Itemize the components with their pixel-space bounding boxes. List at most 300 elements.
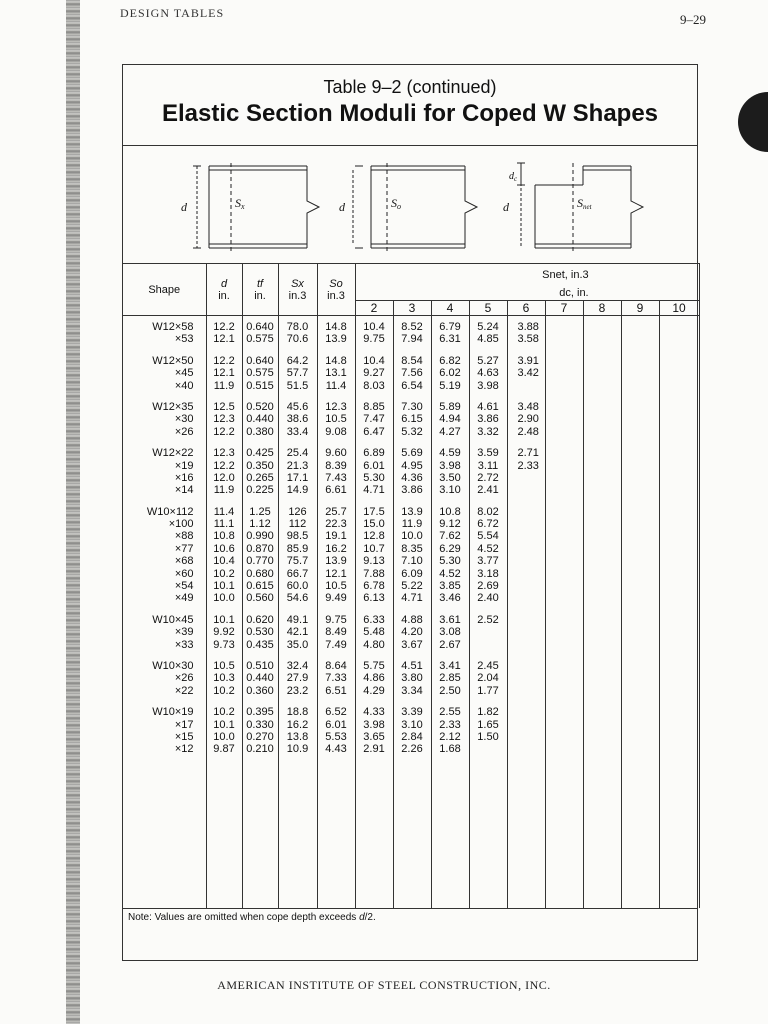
diagram-d-label-2: d xyxy=(339,200,345,214)
table-cell: 9.92 xyxy=(213,626,235,639)
table-cell: 1.68 xyxy=(439,743,461,756)
group-gap xyxy=(279,438,317,447)
table-cell: 2.33 xyxy=(517,459,539,472)
group-gap xyxy=(470,697,507,706)
table-cell xyxy=(518,706,545,718)
table-cell: 11.1 xyxy=(213,518,235,531)
table-cell: 2.26 xyxy=(401,743,423,756)
table-cell: 8.54 xyxy=(401,354,423,367)
table-cell: 9.60 xyxy=(325,447,347,460)
table-cell: 2.84 xyxy=(401,730,423,743)
table-cell: 3.46 xyxy=(439,592,461,605)
publisher-footer: AMERICAN INSTITUTE OF STEEL CONSTRUCTION, INC. xyxy=(217,978,551,992)
group-gap xyxy=(243,697,278,706)
table-cell: 8.35 xyxy=(401,542,423,555)
table-cell: 14.9 xyxy=(286,484,309,497)
table-cell: 9.08 xyxy=(325,425,347,438)
table-cell: 4.52 xyxy=(477,542,499,555)
table-cell: 1.12 xyxy=(249,518,271,531)
table-cell: 3.77 xyxy=(477,555,499,568)
table-cell: 5.22 xyxy=(401,580,423,593)
table-title: Elastic Section Moduli for Coped W Shapes xyxy=(161,100,659,127)
table-cell: 8.02 xyxy=(477,505,499,518)
group-gap xyxy=(243,438,278,447)
table-cell: ×88 xyxy=(174,530,194,543)
table-cell: 0.440 xyxy=(246,413,274,426)
table-cell: 12.1 xyxy=(213,333,235,346)
table-cell: 8.64 xyxy=(325,659,347,672)
table-cell: 4.88 xyxy=(401,613,423,626)
tf-column xyxy=(242,316,278,909)
table-cell: 6.54 xyxy=(401,379,423,392)
table-cell: 78.0 xyxy=(286,321,309,333)
group-gap xyxy=(207,651,242,660)
table-cell xyxy=(518,518,545,530)
group-gap xyxy=(243,392,278,401)
table-cell: 13.1 xyxy=(325,367,347,380)
group-gap xyxy=(279,605,317,614)
table-cell: 10.2 xyxy=(213,567,235,580)
so-column xyxy=(317,316,355,909)
table-cell: 51.5 xyxy=(286,379,309,392)
table-cell: ×54 xyxy=(174,580,194,593)
group-gap xyxy=(518,346,545,355)
table-cell xyxy=(518,484,545,496)
diagram-snet-label: Snet xyxy=(577,196,592,211)
table-cell: 3.41 xyxy=(439,659,461,672)
table-cell: 12.3 xyxy=(213,413,235,426)
group-gap xyxy=(243,497,278,506)
group-gap xyxy=(279,392,317,401)
table-cell: 45.6 xyxy=(286,400,309,413)
table-cell: 0.265 xyxy=(246,471,274,484)
table-cell: 6.79 xyxy=(439,321,461,333)
table-cell: 7.33 xyxy=(325,672,347,685)
table-cell: 4.86 xyxy=(363,672,385,685)
thumb-index-tab xyxy=(738,92,768,152)
group-gap xyxy=(356,346,393,355)
table-cell: 12.2 xyxy=(213,354,235,367)
table-cell: 10.5 xyxy=(325,580,347,593)
table-cell: 8.39 xyxy=(325,459,347,472)
table-cell: 32.4 xyxy=(286,659,309,672)
table-cell: 3.48 xyxy=(517,400,539,413)
table-cell: ×39 xyxy=(174,626,194,639)
table-cell: 10.3 xyxy=(213,672,235,685)
table-cell: 0.425 xyxy=(246,447,274,460)
table-cell: 42.1 xyxy=(286,626,309,639)
table-cell: ×100 xyxy=(168,518,194,531)
table-cell: 9.73 xyxy=(213,638,235,651)
table-cell: 2.12 xyxy=(439,730,461,743)
table-cell: 3.91 xyxy=(517,354,539,367)
group-gap xyxy=(318,346,355,355)
book-binding-edge xyxy=(66,0,80,1024)
table-cell: 4.63 xyxy=(477,367,499,380)
group-gap xyxy=(470,605,507,614)
table-cell: 4.59 xyxy=(439,447,461,460)
table-cell: 0.510 xyxy=(246,659,274,672)
table-cell: 7.10 xyxy=(401,555,423,568)
sx-column xyxy=(278,316,317,909)
table-cell: 9.87 xyxy=(213,743,235,756)
group-gap xyxy=(207,392,242,401)
table-cell: 6.09 xyxy=(401,567,423,580)
table-cell: 12.3 xyxy=(213,447,235,460)
group-gap xyxy=(356,392,393,401)
table-heading xyxy=(123,65,697,146)
group-gap xyxy=(318,605,355,614)
snet-dc5-column xyxy=(469,316,507,909)
table-cell: 4.71 xyxy=(401,592,423,605)
group-gap xyxy=(394,651,431,660)
table-cell: 38.6 xyxy=(286,413,309,426)
table-cell: 4.52 xyxy=(439,567,461,580)
group-gap xyxy=(518,651,545,660)
table-cell: 12.3 xyxy=(325,400,347,413)
group-gap xyxy=(279,651,317,660)
table-cell: 3.59 xyxy=(477,447,499,460)
table-cell: 7.30 xyxy=(401,400,423,413)
table-cell: 4.71 xyxy=(363,484,385,497)
table-cell: 49.1 xyxy=(286,613,309,626)
table-cell: 3.61 xyxy=(439,613,461,626)
table-cell: 10.8 xyxy=(213,530,235,543)
table-cell: 7.43 xyxy=(325,471,347,484)
table-cell: 18.8 xyxy=(286,706,309,719)
group-gap xyxy=(279,497,317,506)
table-cell: 13.9 xyxy=(325,333,347,346)
table-cell: 54.6 xyxy=(286,592,309,605)
table-cell xyxy=(518,380,545,392)
table-cell: 112 xyxy=(288,518,307,531)
table-cell: 12.2 xyxy=(213,321,235,333)
diagram-dc-label: $d_c$ xyxy=(509,171,518,183)
table-cell: ×12 xyxy=(174,743,194,756)
table-cell: 10.7 xyxy=(363,542,385,555)
table-cell: ×16 xyxy=(174,471,194,484)
table-cell: 3.08 xyxy=(439,626,461,639)
group-gap xyxy=(432,697,469,706)
table-cell: 2.85 xyxy=(439,672,461,685)
table-cell: 11.4 xyxy=(213,505,235,518)
group-gap xyxy=(123,392,194,401)
table-cell xyxy=(518,472,545,484)
table-cell: 0.225 xyxy=(246,484,274,497)
table-cell: 10.4 xyxy=(363,354,385,367)
table-cell: 6.47 xyxy=(363,425,385,438)
table-cell: 2.40 xyxy=(477,592,499,605)
table-cell: 4.94 xyxy=(439,413,461,426)
table-cell xyxy=(518,626,545,638)
table-cell: 12.8 xyxy=(363,530,385,543)
table-cell: 3.10 xyxy=(439,484,461,497)
group-gap xyxy=(394,438,431,447)
group-gap xyxy=(243,346,278,355)
table-cell: 11.9 xyxy=(401,518,423,531)
group-gap xyxy=(207,605,242,614)
table-cell: 3.88 xyxy=(517,321,539,333)
table-cell: 21.3 xyxy=(286,459,309,472)
table-cell: 6.01 xyxy=(363,459,385,472)
diagram-sx-label: Sx xyxy=(235,196,245,211)
table-cell: 6.72 xyxy=(477,518,499,531)
table-cell xyxy=(518,660,545,672)
group-gap xyxy=(470,346,507,355)
table-cell: 12.0 xyxy=(213,471,235,484)
table-cell: 7.62 xyxy=(439,530,461,543)
table-note: Note: Values are omitted when cope depth exceeds d/2. xyxy=(123,908,697,928)
table-cell: 0.380 xyxy=(246,425,274,438)
table-cell: 3.86 xyxy=(477,413,499,426)
table-cell: 60.0 xyxy=(286,580,309,593)
table-cell xyxy=(518,731,545,743)
table-cell: ×30 xyxy=(174,413,194,426)
group-gap xyxy=(123,651,194,660)
table-cell: 0.680 xyxy=(246,567,274,580)
table-cell xyxy=(518,555,545,567)
group-gap xyxy=(394,392,431,401)
table-cell: 17.1 xyxy=(286,471,309,484)
table-cell: 0.395 xyxy=(246,706,274,719)
table-cell: 17.5 xyxy=(363,505,385,518)
table-cell: 2.90 xyxy=(517,413,539,426)
header-tf: tf in. xyxy=(242,264,278,316)
table-cell: 85.9 xyxy=(286,542,309,555)
group-gap xyxy=(432,651,469,660)
table-cell: 126 xyxy=(288,505,307,518)
group-gap xyxy=(123,605,194,614)
table-cell: 4.95 xyxy=(401,459,423,472)
table-cell: 16.2 xyxy=(286,718,309,731)
table-cell: 75.7 xyxy=(286,555,309,568)
table-cell: 0.870 xyxy=(246,542,274,555)
table-cell: 4.43 xyxy=(325,743,347,756)
table-cell: 12.1 xyxy=(213,367,235,380)
table-frame xyxy=(122,64,698,961)
group-gap xyxy=(243,605,278,614)
snet-dc9-column xyxy=(621,316,659,909)
table-cell: 27.9 xyxy=(286,672,309,685)
table-cell: 3.58 xyxy=(517,333,539,346)
group-gap xyxy=(207,438,242,447)
dc-col-4: 4 xyxy=(431,301,469,316)
table-cell xyxy=(518,543,545,555)
table-cell: 25.7 xyxy=(325,505,347,518)
page-number: 9–29 xyxy=(680,12,706,27)
table-cell: 10.5 xyxy=(325,413,347,426)
group-gap xyxy=(470,392,507,401)
table-cell: 10.8 xyxy=(439,505,461,518)
table-cell: W10×112 xyxy=(146,505,194,518)
table-cell: 1.65 xyxy=(477,718,499,731)
group-gap xyxy=(394,497,431,506)
table-cell: 3.32 xyxy=(477,425,499,438)
table-cell: 7.88 xyxy=(363,567,385,580)
table-cell: 3.18 xyxy=(477,567,499,580)
table-cell: 0.640 xyxy=(246,321,274,333)
table-cell: 2.55 xyxy=(439,706,461,719)
table-cell: 23.2 xyxy=(286,684,309,697)
table-cell: 5.19 xyxy=(439,379,461,392)
table-cell: 5.69 xyxy=(401,447,423,460)
table-cell: 0.440 xyxy=(246,672,274,685)
header-shape: Shape xyxy=(123,264,206,316)
table-cell: 2.50 xyxy=(439,684,461,697)
table-cell: ×26 xyxy=(174,672,194,685)
group-gap xyxy=(432,438,469,447)
diagram-so-label: So xyxy=(391,196,401,211)
group-gap xyxy=(394,605,431,614)
table-cell: 5.75 xyxy=(363,659,385,672)
table-cell: 5.48 xyxy=(363,626,385,639)
table-cell: 13.9 xyxy=(325,555,347,568)
table-cell: 10.4 xyxy=(213,555,235,568)
table-cell xyxy=(470,743,507,755)
table-caption: Table 9–2 (continued) xyxy=(323,77,497,97)
snet-dc7-column xyxy=(545,316,583,909)
table-cell: 0.990 xyxy=(246,530,274,543)
table-cell: 7.94 xyxy=(401,333,423,346)
table-cell: 11.9 xyxy=(213,379,235,392)
table-cell: 2.69 xyxy=(477,580,499,593)
group-gap xyxy=(432,392,469,401)
group-gap xyxy=(123,346,194,355)
table-cell: 3.65 xyxy=(363,730,385,743)
table-cell: 1.25 xyxy=(249,505,271,518)
group-gap xyxy=(356,651,393,660)
table-cell: 9.75 xyxy=(325,613,347,626)
table-cell: 0.360 xyxy=(246,684,274,697)
table-cell: 0.620 xyxy=(246,613,274,626)
table-cell: 5.30 xyxy=(363,471,385,484)
table-cell xyxy=(518,506,545,518)
table-cell: 10.1 xyxy=(213,580,235,593)
table-cell xyxy=(518,672,545,684)
table-cell: ×26 xyxy=(174,425,194,438)
dc-col-2: 2 xyxy=(355,301,393,316)
table-cell: ×14 xyxy=(174,484,194,497)
table-cell: 3.86 xyxy=(401,484,423,497)
dc-col-5: 5 xyxy=(469,301,507,316)
table-cell: 8.52 xyxy=(401,321,423,333)
shape-column xyxy=(123,316,206,909)
table-cell: 3.11 xyxy=(477,459,499,472)
table-cell xyxy=(518,530,545,542)
table-cell: 3.98 xyxy=(477,379,499,392)
table-cell: 10.9 xyxy=(286,743,309,756)
table-cell: 57.7 xyxy=(286,367,309,380)
table-cell: 3.80 xyxy=(401,672,423,685)
table-cell: 3.39 xyxy=(401,706,423,719)
snet-dc3-column xyxy=(393,316,431,909)
table-cell: 6.29 xyxy=(439,542,461,555)
running-head: DESIGN TABLES xyxy=(120,6,225,20)
table-cell: W10×45 xyxy=(152,613,194,626)
group-gap xyxy=(123,438,194,447)
uncoped-beam-diagram xyxy=(193,163,319,253)
table-cell: 2.67 xyxy=(439,638,461,651)
table-cell: 0.515 xyxy=(246,379,274,392)
table-cell: 10.0 xyxy=(213,592,235,605)
table-cell: 5.24 xyxy=(477,321,499,333)
d-column xyxy=(206,316,242,909)
table-cell: 0.615 xyxy=(246,580,274,593)
table-cell: 0.270 xyxy=(246,730,274,743)
table-body-row xyxy=(123,316,699,909)
group-gap xyxy=(207,497,242,506)
table-cell: ×77 xyxy=(174,542,194,555)
table-cell: 4.20 xyxy=(401,626,423,639)
snet-dc8-column xyxy=(583,316,621,909)
group-gap xyxy=(518,697,545,706)
dc-col-3: 3 xyxy=(393,301,431,316)
group-gap xyxy=(432,346,469,355)
table-cell: 3.98 xyxy=(439,459,461,472)
table-cell: ×60 xyxy=(174,567,194,580)
table-cell xyxy=(518,614,545,626)
table-cell: ×17 xyxy=(174,718,194,731)
header-sx: Sx in.3 xyxy=(278,264,317,316)
table-cell xyxy=(470,626,507,638)
table-cell: 0.770 xyxy=(246,555,274,568)
group-gap xyxy=(432,497,469,506)
diagram-d-label-1: d xyxy=(181,200,187,214)
group-gap xyxy=(518,392,545,401)
table-cell: 9.12 xyxy=(439,518,461,531)
group-gap xyxy=(279,697,317,706)
table-cell: 4.29 xyxy=(363,684,385,697)
cope-diagrams xyxy=(123,145,697,263)
table-cell: 4.27 xyxy=(439,425,461,438)
table-cell: 3.98 xyxy=(363,718,385,731)
table-cell: 9.27 xyxy=(363,367,385,380)
table-cell: 4.80 xyxy=(363,638,385,651)
table-cell: ×68 xyxy=(174,555,194,568)
table-cell: ×45 xyxy=(174,367,194,380)
table-cell: 64.2 xyxy=(286,354,309,367)
header-so: So in.3 xyxy=(317,264,355,316)
group-gap xyxy=(318,697,355,706)
table-cell: ×33 xyxy=(174,638,194,651)
table-cell: 9.13 xyxy=(363,555,385,568)
table-cell: 12.5 xyxy=(213,400,235,413)
table-cell xyxy=(518,719,545,731)
table-cell: 13.8 xyxy=(286,730,309,743)
table-cell xyxy=(518,580,545,592)
snet-dc10-column xyxy=(659,316,699,909)
table-cell: 0.575 xyxy=(246,367,274,380)
table-cell: 8.03 xyxy=(363,379,385,392)
table-cell: 10.0 xyxy=(401,530,423,543)
table-cell: ×19 xyxy=(174,459,194,472)
group-gap xyxy=(243,651,278,660)
table-cell: 2.48 xyxy=(517,425,539,438)
table-cell: 6.01 xyxy=(325,718,347,731)
table-cell xyxy=(518,592,545,604)
table-cell: W12×35 xyxy=(152,400,194,413)
table-cell: 3.85 xyxy=(439,580,461,593)
table-cell: ×15 xyxy=(174,730,194,743)
table-cell: ×22 xyxy=(174,684,194,697)
table-cell: 8.85 xyxy=(363,400,385,413)
table-cell: 0.530 xyxy=(246,626,274,639)
group-gap xyxy=(518,605,545,614)
table-cell: 2.71 xyxy=(517,447,539,460)
diagram-d-label-3: d xyxy=(503,200,509,214)
table-cell: 10.6 xyxy=(213,542,235,555)
table-cell: 10.2 xyxy=(213,706,235,719)
